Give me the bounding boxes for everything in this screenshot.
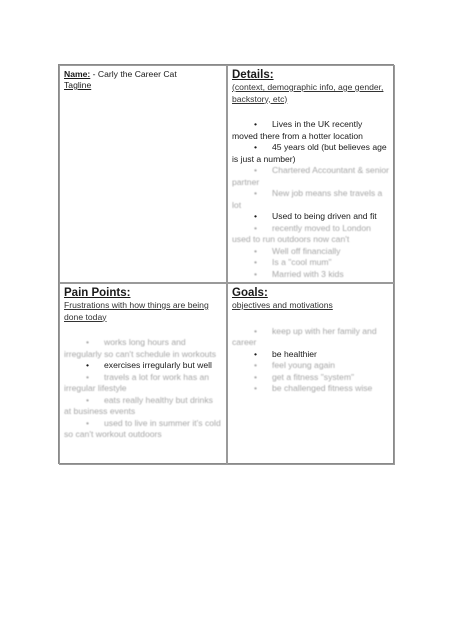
name-line: [64, 69, 222, 80]
name-value: - Carly the Career Cat: [90, 69, 177, 79]
bullet-icon: •: [254, 245, 258, 256]
pain-points-subheading: Frustrations with how things are being done today: [64, 300, 209, 322]
persona-table: [58, 64, 394, 464]
bullet-icon: •: [254, 325, 258, 336]
list-item: • keep up with her family and career: [232, 325, 377, 347]
bullet-icon: •: [254, 222, 258, 233]
bullet-icon: •: [254, 371, 258, 382]
list-item: • Is a "cool mum": [254, 257, 332, 267]
bullet-icon: •: [254, 360, 258, 370]
list-item: • Lives in the UK recently moved there from a hotter location: [232, 119, 363, 141]
bullet-icon: •: [86, 337, 90, 347]
details-subheading: (context, demographic info, age gender, backstory, etc): [232, 82, 384, 104]
list-item: • Used to being driven and fit: [254, 211, 377, 221]
bullet-icon: •: [86, 394, 90, 405]
list-item: • be challenged fitness wise: [254, 383, 373, 393]
name-cell: [59, 65, 227, 283]
list-item: • New job means she travels a lot: [232, 188, 383, 210]
name-label: Name:: [64, 69, 91, 79]
list-item: • 45 years old (but believes age is just a number): [232, 142, 387, 164]
pain-points-list: [64, 337, 222, 441]
list-item: • Chartered Accountant & senior partner: [232, 165, 390, 187]
bullet-icon: •: [254, 142, 258, 152]
list-item: • recently moved to London used to run outdoors now can't: [232, 222, 371, 244]
list-item: • feel young again: [254, 360, 336, 370]
list-item: • works long hours and irregularly so can't schedule in workouts: [64, 337, 217, 359]
pain-points-cell: [59, 283, 227, 465]
list-item: • used to live in summer it's cold so can't workout outdoors: [64, 417, 221, 439]
bullet-icon: •: [254, 119, 258, 129]
bullet-icon: •: [254, 188, 258, 198]
goals-subheading: objectives and motivations: [232, 300, 333, 310]
details-cell: [227, 65, 395, 283]
bullet-icon: •: [86, 360, 90, 370]
bullet-icon: •: [254, 383, 258, 393]
details-list: [232, 119, 390, 280]
pain-points-heading: Pain Points:: [64, 287, 131, 299]
list-item: • exercises irregularly but well: [86, 360, 212, 370]
list-item: • Well off financially: [254, 245, 341, 256]
details-heading: Details:: [232, 69, 274, 81]
goals-cell: [227, 283, 395, 465]
bullet-icon: •: [254, 165, 258, 175]
bullet-icon: •: [254, 268, 258, 279]
list-item: • Married with 3 kids: [254, 268, 344, 279]
list-item: • be healthier: [254, 348, 317, 359]
tagline-label: Tagline: [64, 80, 92, 90]
bullet-icon: •: [86, 371, 90, 382]
bullet-icon: •: [86, 417, 90, 428]
bullet-icon: •: [254, 348, 258, 359]
goals-heading: Goals:: [232, 287, 268, 299]
list-item: • get a fitness "system": [254, 371, 355, 382]
bullet-icon: •: [254, 257, 258, 267]
list-item: • travels a lot for work has an irregular lifestyle: [64, 371, 210, 393]
list-item: • eats really healthy but drinks at business events: [64, 394, 213, 416]
bullet-icon: •: [254, 211, 258, 221]
goals-list: [232, 326, 390, 395]
